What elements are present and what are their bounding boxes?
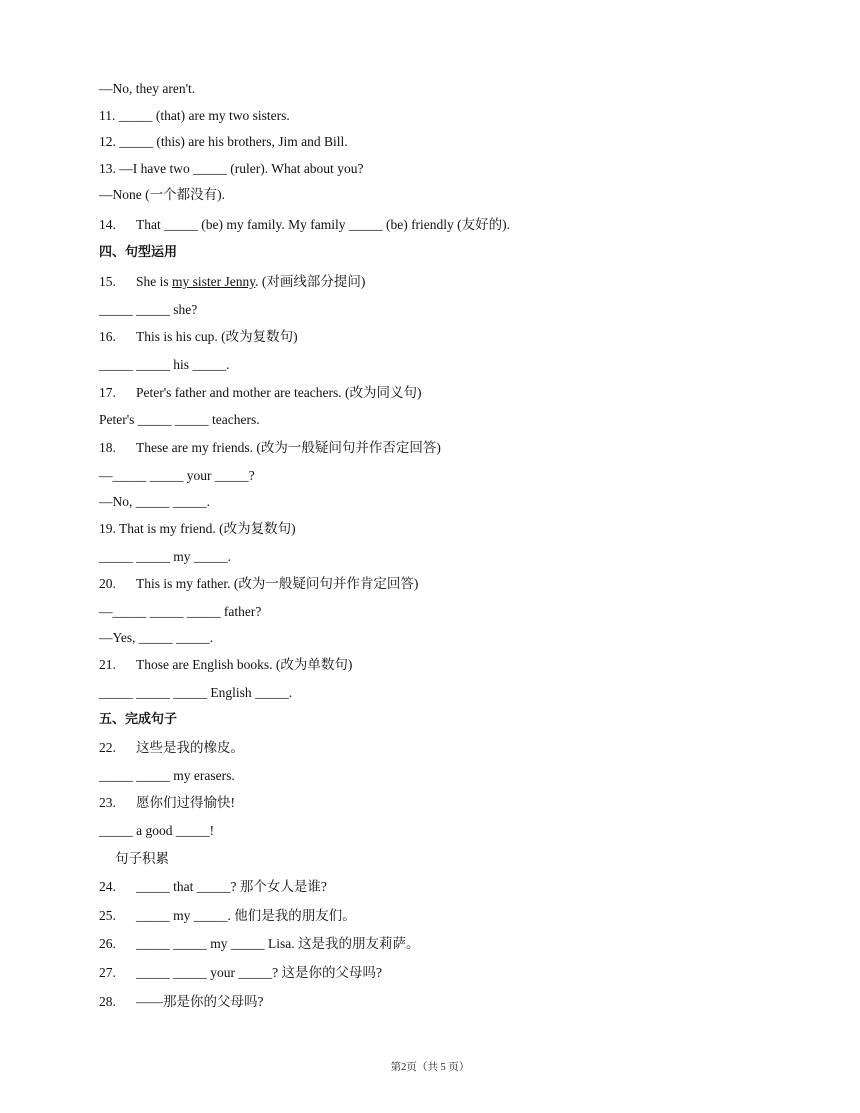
- question-number: 26.: [99, 936, 116, 951]
- question-number: 27.: [99, 965, 116, 980]
- question-text: _____ _____ my _____ Lisa. 这是我的朋友莉萨。: [136, 936, 420, 951]
- question-text: ——那是你的父母吗?: [136, 994, 264, 1009]
- answer-line: _____ _____ she?: [99, 302, 198, 317]
- answer-line: _____ _____ my erasers.: [99, 768, 235, 783]
- question-number: 24.: [99, 879, 116, 894]
- question-25: [99, 907, 356, 925]
- question-text: . (对画线部分提问): [255, 274, 366, 289]
- answer-line: —_____ _____ your _____?: [99, 468, 255, 483]
- question-text: 愿你们过得愉快!: [136, 795, 235, 810]
- subheading: 句子积累: [115, 851, 169, 866]
- question-text: That _____ (be) my family. My family _____ (be) friendly (友好的).: [136, 217, 511, 232]
- question-text: 这些是我的橡皮。: [136, 740, 244, 755]
- question-number: 28.: [99, 994, 116, 1009]
- question-19: 19. That is my friend. (改为复数句): [99, 521, 296, 536]
- answer-line: —No, they aren't.: [99, 81, 196, 96]
- answer-line: —_____ _____ _____ father?: [99, 604, 262, 619]
- question-number: 21.: [99, 657, 116, 672]
- question-text: These are my friends. (改为一般疑问句并作否定回答): [136, 440, 441, 455]
- question-number: 20.: [99, 576, 116, 591]
- question-20: [99, 575, 418, 593]
- question-text: _____ my _____. 他们是我的朋友们。: [136, 908, 356, 923]
- question-text: This is my father. (改为一般疑问句并作肯定回答): [136, 576, 419, 591]
- answer-line: —No, _____ _____.: [99, 494, 210, 509]
- question-28: [99, 993, 264, 1011]
- question-text: Those are English books. (改为单数句): [136, 657, 353, 672]
- question-24: [99, 878, 327, 896]
- answer-line: Peter's _____ _____ teachers.: [99, 412, 260, 427]
- question-18: [99, 439, 441, 457]
- question-text: This is his cup. (改为复数句): [136, 329, 298, 344]
- question-number: 22.: [99, 740, 116, 755]
- question-number: 16.: [99, 329, 116, 344]
- answer-line: _____ a good _____!: [99, 823, 215, 838]
- question-text: _____ _____ your _____? 这是你的父母吗?: [136, 965, 382, 980]
- question-number: 15.: [99, 274, 116, 289]
- question-22: [99, 739, 244, 757]
- question-number: 14.: [99, 217, 116, 232]
- question-17: [99, 384, 421, 402]
- page-footer: 第2页（共 5 页）: [390, 1062, 470, 1073]
- section-heading-5: 五、完成句子: [99, 712, 178, 727]
- answer-line: —Yes, _____ _____.: [99, 630, 214, 645]
- question-15: [99, 273, 365, 291]
- question-13: 13. —I have two _____ (ruler). What about you?: [99, 161, 364, 176]
- question-number: 17.: [99, 385, 116, 400]
- question-26: [99, 935, 420, 953]
- answer-line: _____ _____ his _____.: [99, 357, 230, 372]
- question-number: 25.: [99, 908, 116, 923]
- question-21: [99, 656, 352, 674]
- question-text: She is: [136, 274, 173, 289]
- question-12: 12. _____ (this) are his brothers, Jim and Bill.: [99, 134, 348, 149]
- question-text: _____ that _____? 那个女人是谁?: [136, 879, 327, 894]
- answer-line: _____ _____ _____ English _____.: [99, 685, 293, 700]
- question-13-answer: —None (一个都没有).: [99, 187, 225, 202]
- question-number: 23.: [99, 795, 116, 810]
- question-text: Peter's father and mother are teachers. (改为同义句): [136, 385, 422, 400]
- question-23: [99, 794, 235, 812]
- answer-line: _____ _____ my _____.: [99, 549, 232, 564]
- section-heading-4: 四、句型运用: [99, 245, 178, 260]
- question-14: [99, 216, 510, 234]
- underlined-text: my sister Jenny: [172, 274, 256, 289]
- question-11: 11. _____ (that) are my two sisters.: [99, 108, 290, 123]
- question-number: 18.: [99, 440, 116, 455]
- question-16: [99, 328, 298, 346]
- question-27: [99, 964, 382, 982]
